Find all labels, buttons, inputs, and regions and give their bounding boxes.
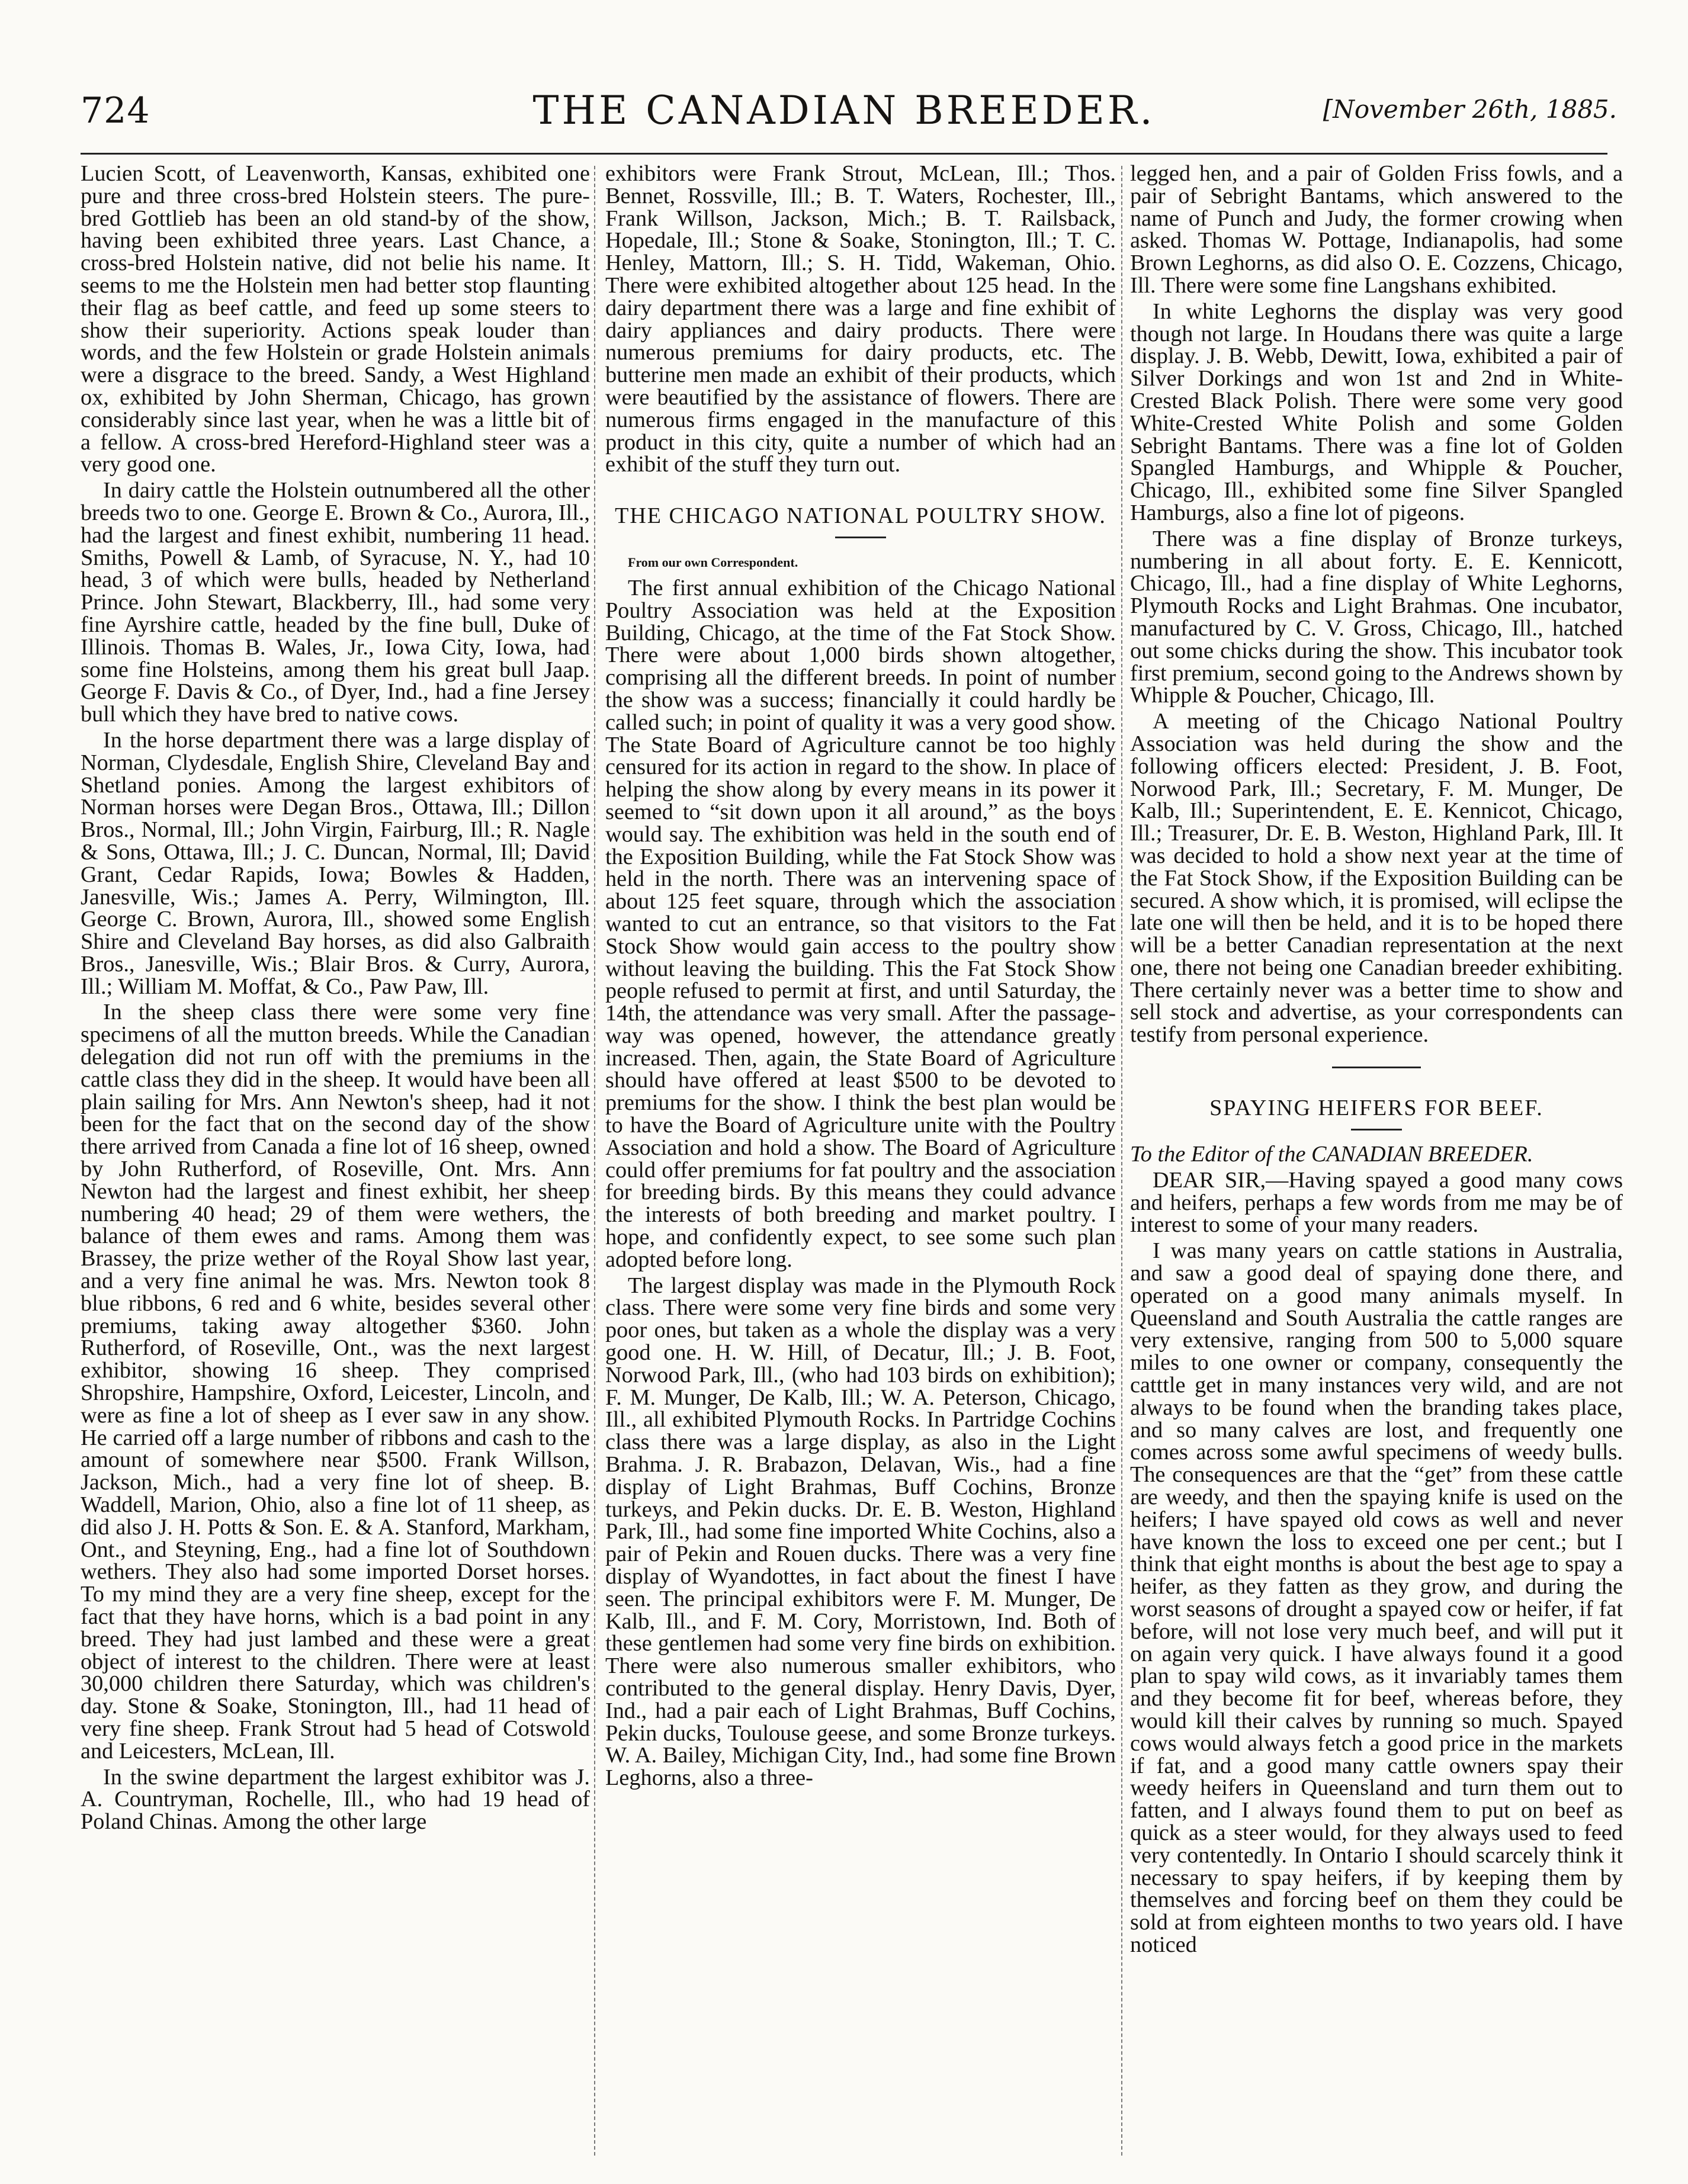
headline-rule <box>835 537 886 538</box>
section-rule <box>1332 1067 1421 1068</box>
dateline: [November 26th, 1885. <box>1323 95 1617 124</box>
column-1 <box>81 163 590 2159</box>
article-paragraph: The largest display was made in the Plymouth Rock class. There were some very fine birds and some very poor ones, but taken as a whole the display was a very good one. H. W. Hill, of Decatur, Ill.; J. B. Foot, Norwood Park, Ill., (who had 103 birds on exhibition); F. M. Munger, De Kalb, Ill.; W. A. Peterson, Chicago, Ill., all exhibited Plymouth Rocks. In Partridge Cochins class there was a large display, as also in the Light Brahma. J. R. Brabazon, Delavan, Wis., had a fine display of Light Brahmas, Buff Cochins, Bronze turkeys, and Pekin ducks. Dr. E. B. Weston, Highland Park, Ill., had some fine imported White Cochins, also a pair of Pekin and Rouen ducks. There was a very fine display of Wyandottes, in fact about the finest I have seen. The principal exhibitors were F. M. Munger, De Kalb, Ill., and F. M. Cory, Morristown, Ind. Both of these gentlemen had some very fine birds on exhibition. There were also numerous smaller exhibitors, who contributed to the general display. Henry Davis, Dyer, Ind., had a pair each of Light Brahmas, Buff Cochins, Pekin ducks, Toulouse geese, and some Bronze turkeys. W. A. Bailey, Michigan City, Ind., had some fine Brown Leghorns, also a three- <box>605 1273 1116 1791</box>
masthead <box>0 0 1688 154</box>
article-paragraph: Lucien Scott, of Leavenworth, Kansas, exhibited one pure and three cross-bred Holstein steers. The pure-bred Gottlieb has been an old stand-by of the show, having been exhibited three years. Last Chance, a cross-bred Holstein native, did not belie his name. It seems to me the Holstein men had better stop flaunting their flag as beef cattle, and feed up some steers to show their superiority. Actions speak louder than words, and the few Holstein or grade Holstein animals were a disgrace to the breed. Sandy, a West Highland ox, exhibited by John Sherman, Chicago, has grown considerably since last year, when he was a little bit of a fellow. A cross-bred Hereford-Highland steer was a very good one. <box>81 163 590 477</box>
article-paragraph: The first annual exhibition of the Chicago National Poultry Association was held at the Exposition Building, Chicago, at the time of the Fat Stock Show. There were about 1,000 birds shown altogether, comprising all the different breeds. In point of number the show was a success; financially it could hardly be called such; in point of quality it was a very good show. The State Board of Agriculture cannot be too highly censured for its action in regard to the show. In place of helping the show along by every means in its power it seemed to “sit down upon it all around,” as the boys would say. The exhibition was held in the south end of the Exposition Building, while the Fat Stock Show was held in the north. There was an intervening space of about 125 feet square, through which the association wanted to cut an entrance, so that visitors to the Fat Stock Show would gain access to the poultry show without leaving the building. This the Fat Stock Show people refused to permit at first, and until Saturday, the 14th, the attendance was very small. After the passage-way was opened, however, the attendance greatly increased. Then, again, the State Board of Agriculture should have offered at least $500 to be devoted to premiums for the show. I think the best plan would be to have the Board of Agriculture unite with the Poultry Association and hold a show. The Board of Agriculture could offer premiums for fat poultry and the association for breeding birds. By this means they could advance the interests of both breeding and market poultry. I hope, and confidently expect, to see some such plan adopted before long. <box>605 575 1116 1272</box>
column-3 <box>1130 163 1623 2159</box>
article-headline: THE CHICAGO NATIONAL POULTRY SHOW. <box>615 503 1106 529</box>
page-number: 724 <box>81 90 150 131</box>
article-paragraph: In the sheep class there were some very fine specimens of all the mutton breeds. While the Canadian delegation did not run off with the premiums in the cattle class they did in the sheep. It would have been all plain sailing for Mrs. Ann Newton's sheep, had it not been for the fact that on the second day of the show there arrived from Canada a fine lot of 16 sheep, owned by John Rutherford, of Roseville, Ont. Mrs. Ann Newton had the largest and finest exhibit, her sheep numbering 40 head; 29 of them were wethers, the balance of them ewes and rams. Among them was Brassey, the prize wether of the Royal Show last year, and a very fine animal he was. Mrs. Newton took 8 blue ribbons, 6 red and 6 white, besides several other premiums, taking away altogether $360. John Rutherford, of Roseville, Ont., was the next largest exhibitor, showing 16 sheep. They comprised Shropshire, Hampshire, Oxford, Leicester, Lincoln, and were as fine a lot of sheep as I ever saw in any show. He carried off a large number of ribbons and cash to the amount of somewhere near $500. Frank Willson, Jackson, Mich., had a very fine lot of sheep. B. Waddell, Marion, Ohio, also a fine lot of 11 sheep, as did also J. H. Potts & Son. E. & A. Stanford, Markham, Ont., and Steyning, Eng., had a fine lot of Southdown wethers. They also had some imported Dorset horses. To my mind they are a very fine sheep, except for the fact that they have horns, which is a bad point in any breed. They had just lambed and these were a great object of interest to the children. There were at least 30,000 children there Saturday, which was children's day. Stone & Soake, Stonington, Ill., had 11 head of very fine sheep. Frank Strout had 5 head of Cotswold and Leicesters, McLean, Ill. <box>81 1000 590 1764</box>
header-rule <box>81 153 1607 155</box>
article-headline: SPAYING HEIFERS FOR BEEF. <box>1209 1096 1543 1121</box>
article-paragraph: In the swine department the largest exhibitor was J. A. Countryman, Rochelle, Ill., who had 19 head of Poland Chinas. Among the other large <box>81 1764 590 1835</box>
article-paragraph: In white Leghorns the display was very good though not large. In Houdans there was quite a large display. J. B. Webb, Dewitt, Iowa, exhibited a pair of Silver Dorkings and won 1st and 2nd in White-Crested Black Polish. There were some very good White-Crested White Polish and some Golden Sebright Bantams. There was a fine lot of Golden Spangled Hamburgs, and Whipple & Poucher, Chicago, Ill., exhibited some fine Silver Spangled Hamburgs, also a fine lot of pigeons. <box>1130 298 1623 525</box>
article-paragraph: legged hen, and a pair of Golden Friss fowls, and a pair of Sebright Bantams, which answered to the name of Punch and Judy, the former crowing when asked. Thomas W. Pottage, Indianapolis, had some Brown Leghorns, as did also O. E. Cozzens, Chicago, Ill. There were some fine Langshans exhibited. <box>1130 163 1623 298</box>
article-paragraph: exhibitors were Frank Strout, McLean, Ill.; Thos. Bennet, Rossville, Ill.; B. T. Waters, Rochester, Ill., Frank Willson, Jackson, Mich.; B. T. Railsback, Hopedale, Ill.; Stone & Soake, Stonington, Ill.; T. C. Henley, Mattorn, Ill.; S. H. Tidd, Wakeman, Ohio. There were exhibited altogether about 125 head. In the dairy department there was a large and fine exhibit of dairy appliances and dairy products. There were numerous premiums for dairy products, etc. The butterine men made an exhibit of their products, which were beautified by the assistance of flowers. There are numerous firms engaged in the manufacture of this product in this city, quite a number of which had an exhibit of the stuff they turn out. <box>605 163 1116 477</box>
headline-rule <box>1351 1129 1402 1130</box>
column-divider <box>594 166 595 2156</box>
column-divider <box>1121 166 1122 2156</box>
column-2 <box>605 163 1116 2159</box>
article-paragraph: A meeting of the Chicago National Poultry Association was held during the show and the following officers elected: President, J. B. Foot, Norwood Park, Ill.; Secretary, F. M. Munger, De Kalb, Ill.; Superintendent, E. E. Kennicot, Chicago, Ill.; Treasurer, Dr. E. B. Weston, Highland Park, Ill. It was decided to hold a show next year at the time of the Fat Stock Show, if the Exposition Building can be secured. A show which, it is promised, will eclipse the late one will then be held, and it is to be hoped there will be a better Canadian representation at the next one, there not being one Canadian breeder exhibiting. There certainly never was a better time to show and sell stock and advertise, as your correspondents can testify from personal experience. <box>1130 709 1623 1048</box>
newspaper-title: THE CANADIAN BREEDER. <box>532 88 1156 133</box>
article-paragraph: There was a fine display of Bronze turkeys, numbering in all about forty. E. E. Kennicott, Chicago, Ill., had a fine display of White Leghorns, Plymouth Rocks and Light Brahmas. One incubator, manufactured by C. V. Gross, Chicago, Ill., hatched out some chicks during the show. This incubator took first premium, second going to the Andrews shown by Whipple & Poucher, Chicago, Ill. <box>1130 526 1623 708</box>
article-paragraph: I was many years on cattle stations in Australia, and saw a good deal of spaying done there, and operated on a good many animals myself. In Queensland and South Australia the cattle ranges are very extensive, ranging from 500 to 5,000 square miles to one owner or company, consequently the catttle get in many instances very wild, and are not always to be found when the branding takes place, and so many calves are lost, and frequently one comes across some awful specimens of weedy bulls. The consequences are that the “get” from these cattle are weedy, and then the spaying knife is used on the heifers; I have spayed old cows as well and never have known the loss to exceed one per cent.; but I think that eight months is about the best age to spay a heifer, as they fatten as they grow, and during the worst seasons of drought a spayed cow or heifer, if fat before, will not lose very much beef, and will put it on again very quick. I have always found it a good plan to spay wild cows, as it invariably tames them and they become fit for beef, whereas before, they would kill their calves by running so much. Spayed cows would always fetch a good price in the markets if fat, and a good many cattle owners spay their weedy heifers in Queensland and turn them out to fatten, and I always found them to put on beef as quick as a steer would, for they always used to feed very contentedly. In Ontario I should scarcely think it necessary to spay heifers, if by keeping them by themselves and forcing beef on them they could be sold at from eighteen months to two years old. I have noticed <box>1130 1238 1623 1957</box>
article-paragraph: DEAR SIR,—Having spayed a good many cows and heifers, perhaps a few words from me may be of interest to some of your many readers. <box>1130 1167 1623 1238</box>
article-paragraph: In the horse department there was a large display of Norman, Clydesdale, English Shire, Cleveland Bay and Shetland ponies. Among the largest exhibitors of Norman horses were Degan Bros., Ottawa, Ill.; Dillon Bros., Normal, Ill.; John Virgin, Fairburg, Ill.; R. Nagle & Sons, Ottawa, Ill.; J. C. Duncan, Normal, Ill; David Grant, Cedar Rapids, Iowa; Bowles & Hadden, Janesville, Wis.; James A. Perry, Wilmington, Ill. George C. Brown, Aurora, Ill., showed some English Shire and Cleveland Bay horses, as did also Galbraith Bros., Janesville, Wis.; Blair Bros. & Curry, Aurora, Ill.; William M. Moffat, & Co., Paw Paw, Ill. <box>81 727 590 999</box>
article-paragraph: In dairy cattle the Holstein outnumbered all the other breeds two to one. George E. Brown & Co., Aurora, Ill., had the largest and finest exhibit, numbering 11 head. Smiths, Powell & Lamb, of Syracuse, N. Y., had 10 head, 3 of which were bulls, headed by Netherland Prince. John Stewart, Blackberry, Ill., had some very fine Ayrshire cattle, headed by the fine bull, Duke of Illinois. Thomas B. Wales, Jr., Iowa City, Iowa, had some fine Holsteins, among them his great bull Jaap. George F. Davis & Co., of Dyer, Ind., had a fine Jersey bull which they have bred to native cows. <box>81 478 590 727</box>
byline: From our own Correspondent. <box>628 555 798 570</box>
salutation: To the Editor of the CANADIAN BREEDER. <box>1130 1142 1533 1167</box>
